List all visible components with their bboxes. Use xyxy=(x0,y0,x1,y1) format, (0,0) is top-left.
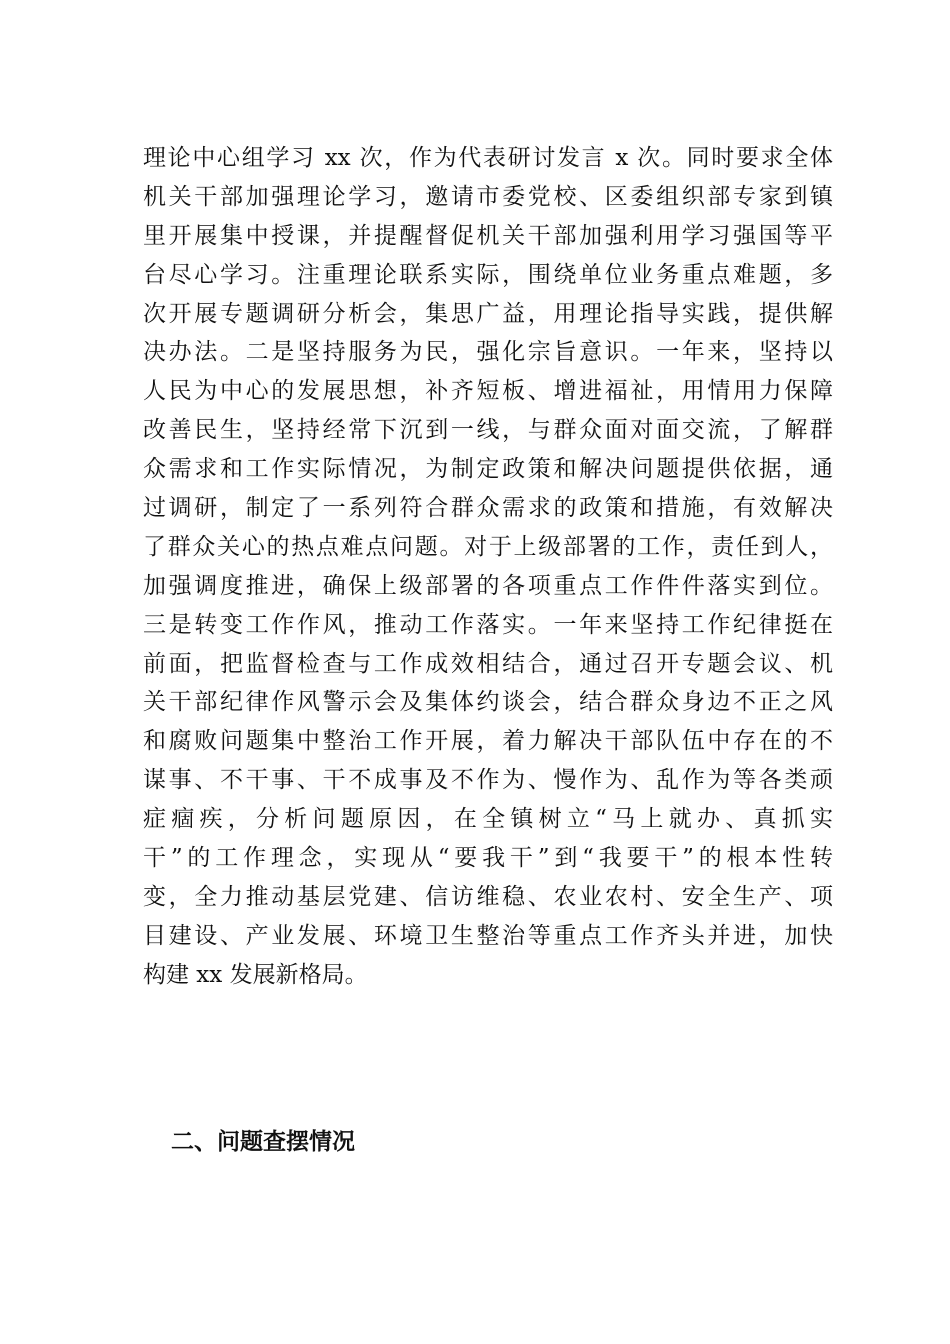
paragraph-line: 过调研，制定了一系列符合群众需求的政策和措施，有效解决 xyxy=(143,495,833,522)
paragraph-line: 里开展集中授课，并提醒督促机关干部加强利用学习强国等平 xyxy=(143,222,833,249)
paragraph-line: 变，全力推动基层党建、信访维稳、农业农村、安全生产、项 xyxy=(143,883,833,910)
paragraph-line: 理论中心组学习 xx 次，作为代表研讨发言 x 次。同时要求全体 xyxy=(143,145,833,171)
paragraph-line: 前面，把监督检查与工作成效相结合，通过召开专题会议、机 xyxy=(143,650,833,677)
paragraph-line: 目建设、产业发展、环境卫生整治等重点工作齐头并进，加快 xyxy=(143,922,833,949)
paragraph-line: 关干部纪律作风警示会及集体约谈会，结合群众身边不正之风 xyxy=(143,689,833,716)
paragraph-line: 三是转变工作作风，推动工作落实。一年来坚持工作纪律挺在 xyxy=(143,611,833,638)
paragraph-line: 改善民生，坚持经常下沉到一线，与群众面对面交流，了解群 xyxy=(143,417,833,444)
paragraph-line: 台尽心学习。注重理论联系实际，围绕单位业务重点难题，多 xyxy=(143,261,833,288)
paragraph-line: 构建 xx 发展新格局。 xyxy=(143,961,368,988)
paragraph-line: 症痼疾，分析问题原因，在全镇树立“马上就办、真抓实 xyxy=(143,806,833,833)
paragraph-line: 决办法。二是坚持服务为民，强化宗旨意识。一年来，坚持以 xyxy=(143,339,833,366)
paragraph-line: 干”的工作理念，实现从“要我干”到“我要干”的根本性转 xyxy=(143,845,833,872)
paragraph-line: 机关干部加强理论学习，邀请市委党校、区委组织部专家到镇 xyxy=(143,183,833,210)
paragraph-line: 人民为中心的发展思想，补齐短板、增进福祉，用情用力保障 xyxy=(143,378,833,405)
paragraph-line: 加强调度推进，确保上级部署的各项重点工作件件落实到位。 xyxy=(143,572,833,599)
body-paragraph xyxy=(143,139,833,995)
paragraph-line: 和腐败问题集中整治工作开展，着力解决干部队伍中存在的不 xyxy=(143,728,833,755)
paragraph-line: 谋事、不干事、干不成事及不作为、慢作为、乱作为等各类顽 xyxy=(143,767,833,794)
paragraph-line: 次开展专题调研分析会，集思广益，用理论指导实践，提供解 xyxy=(143,300,833,327)
paragraph-line: 众需求和工作实际情况，为制定政策和解决问题提供依据，通 xyxy=(143,456,833,483)
paragraph-line: 了群众关心的热点难点问题。对于上级部署的工作，责任到人， xyxy=(143,533,833,560)
section-heading: 二、问题查摆情况 xyxy=(171,1129,355,1155)
